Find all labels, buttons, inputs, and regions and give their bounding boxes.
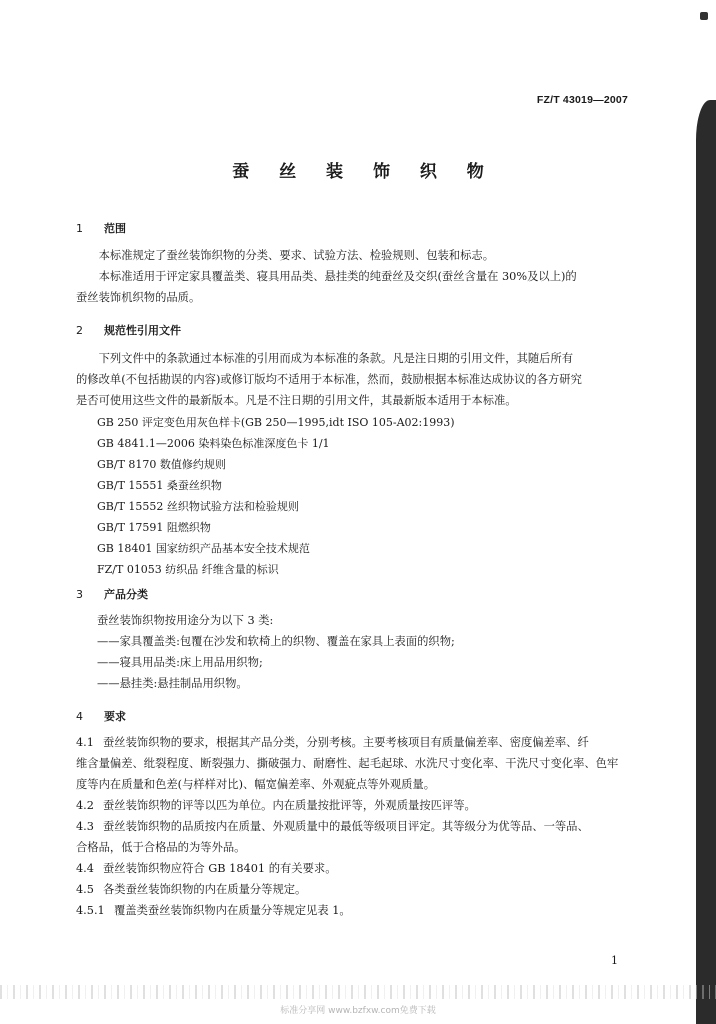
scope-paragraph-2-line-1: 本标准适用于评定家具覆盖类、寝具用品类、悬挂类的纯蚕丝及交织(蚕丝含量在 30%及以上)的 [98,270,577,283]
standard-code: FZ/T 43019—2007 [536,94,628,106]
scan-binding-shadow [696,100,716,1024]
section-3-heading [76,586,148,602]
clause-4-1-line-1 [76,734,589,750]
scope-paragraph-1: 本标准规定了蚕丝装饰织物的分类、要求、试验方法、检验规则、包装和标志。 [98,249,494,262]
reference-item: GB 18401 国家纺织产品基本安全技术规范 [97,542,310,555]
normative-intro-line-2: 的修改单(不包括勘误的内容)或修订版均不适用于本标准，然而，鼓励根据本标准达成协议的各方研究 [76,373,582,386]
scope-paragraph-2-line-2: 蚕丝装饰机织物的品质。 [76,291,201,304]
reference-item: GB 4841.1—2006 染料染色标准深度色卡 1/1 [97,437,330,450]
section-number: 1 [76,222,83,235]
section-4-heading [76,708,126,724]
clause-number: 4.4 [76,862,94,875]
reference-item: FZ/T 01053 纺织品 纤维含量的标识 [97,563,279,576]
clause-text: 各类蚕丝装饰织物的内在质量分等规定。 [103,883,307,896]
clause-number: 4.1 [76,736,94,749]
clause-text: 蚕丝装饰织物的品质按内在质量、外观质量中的最低等级项目评定。其等级分为优等品、一等品、 [103,820,589,833]
clause-text: 蚕丝装饰织物应符合 GB 18401 的有关要求。 [103,862,337,875]
normative-intro-line-3: 是否可使用这些文件的最新版本。凡是不注日期的引用文件，其最新版本适用于本标准。 [76,394,517,407]
classification-intro: 蚕丝装饰织物按用途分为以下 3 类: [97,614,274,627]
clause-4-5 [76,881,306,897]
reference-item: GB/T 15552 丝织物试验方法和检验规则 [97,500,299,513]
section-number: 3 [76,588,83,601]
classification-item: ——寝具用品类:床上用品用织物; [97,656,263,669]
reference-item: GB 250 评定变色用灰色样卡(GB 250—1995,idt ISO 105-A02:1993) [97,416,455,429]
clause-4-2 [76,797,476,813]
section-title: 要求 [104,710,126,723]
normative-intro-line-1: 下列文件中的条款通过本标准的引用而成为本标准的条款。凡是注日期的引用文件，其随后所有 [98,352,574,365]
clause-text: 覆盖类蚕丝装饰织物内在质量分等规定见表 1。 [114,904,351,917]
section-2-heading [76,322,181,338]
clause-4-3-line-1 [76,818,589,834]
clause-4-1-line-3: 度等内在质量和色差(与样样对比)、幅宽偏差率、外观疵点等外观质量。 [76,778,436,791]
clause-text: 蚕丝装饰织物的评等以匹为单位。内在质量按批评等，外观质量按匹评等。 [103,799,476,812]
section-number: 2 [76,324,83,337]
clause-4-1-line-2: 维含量偏差、纰裂程度、断裂强力、撕破强力、耐磨性、起毛起球、水洗尺寸变化率、干洗尺寸变化率、色牢 [76,757,619,770]
clause-number: 4.5 [76,883,94,896]
section-number: 4 [76,710,83,723]
classification-item: ——悬挂类:悬挂制品用织物。 [97,677,248,690]
section-title: 规范性引用文件 [104,324,181,337]
clause-number: 4.2 [76,799,94,812]
reference-item: GB/T 15551 桑蚕丝织物 [97,479,222,492]
section-title: 范围 [104,222,126,235]
classification-item: ——家具覆盖类:包覆在沙发和软椅上的织物、覆盖在家具上表面的织物; [97,635,455,648]
reference-item: GB/T 17591 阻燃织物 [97,521,211,534]
page-number: 1 [611,954,618,967]
watermark: 标准分享网 www.bzfxw.com免费下载 [280,1006,436,1016]
clause-number: 4.3 [76,820,94,833]
scan-mark [700,12,708,20]
section-title: 产品分类 [104,588,148,601]
clause-text: 蚕丝装饰织物的要求，根据其产品分类，分别考核。主要考核项目有质量偏差率、密度偏差率、纤 [103,736,589,749]
clause-4-5-1 [76,902,351,918]
clause-4-4 [76,860,337,876]
clause-number: 4.5.1 [76,904,105,917]
section-1-heading [76,220,126,236]
document-title: 蚕 丝 装 饰 织 物 [232,162,496,182]
scan-noise-strip [0,985,716,999]
reference-item: GB/T 8170 数值修约规则 [97,458,226,471]
clause-4-3-line-2: 合格品，低于合格品的为等外品。 [76,841,246,854]
